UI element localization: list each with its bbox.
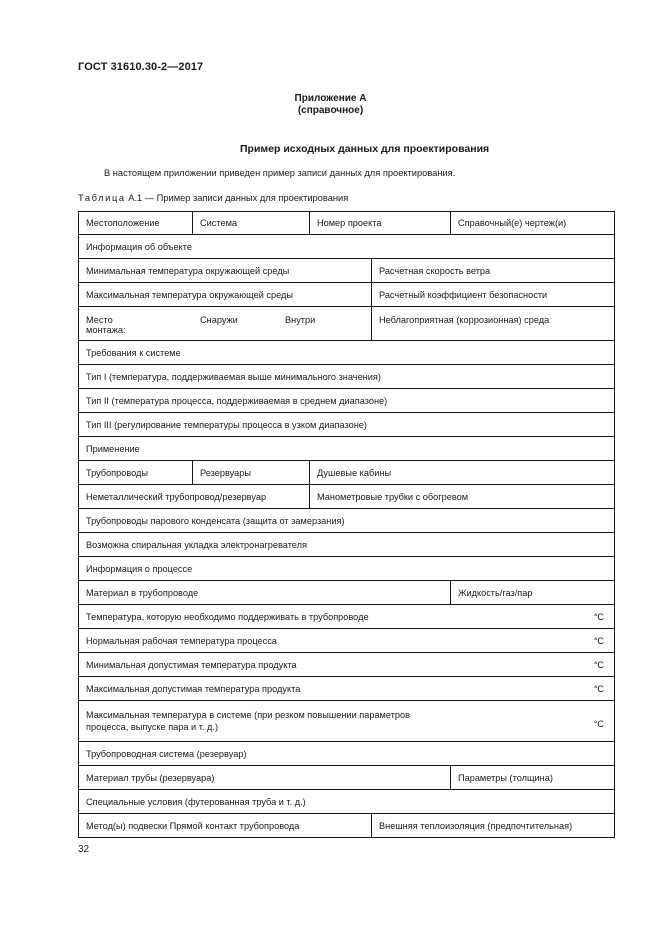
table-row	[78, 485, 615, 509]
table-row	[78, 557, 615, 581]
showers-cell: Душевые кабины	[309, 461, 614, 484]
spiral-laying-cell: Возможна спиральная укладка электронагревателя	[86, 539, 307, 550]
gauge-tubes-cell: Манометровые трубки с обогревом	[309, 485, 614, 508]
table-row	[78, 307, 615, 341]
table-row	[78, 259, 615, 283]
table-row	[78, 437, 615, 461]
document-code: ГОСТ 31610.30-2—2017	[78, 61, 204, 73]
table-row	[78, 509, 615, 533]
table-row	[78, 235, 615, 259]
table-row	[78, 677, 615, 701]
mounting-label-line1: Место	[86, 315, 113, 325]
object-info-heading: Информация об объекте	[86, 241, 192, 252]
phase-cell: Жидкость/газ/пар	[450, 581, 614, 604]
max-system-temp-line2: процесса, выпуске пара и т. д.)	[86, 722, 219, 732]
normal-temp-cell	[79, 629, 614, 652]
corrosive-env-cell: Неблагоприятная (коррозионная) среда	[371, 307, 614, 340]
max-product-temp-cell	[79, 677, 614, 700]
wind-speed-cell: Расчетная скорость ветра	[371, 259, 614, 282]
application-heading: Применение	[86, 443, 140, 454]
type-2-cell: Тип II (температура процесса, поддерживаемая в среднем диапазоне)	[86, 395, 388, 406]
insulation-cell: Внешняя теплоизоляция (предпочтительная)	[371, 814, 614, 837]
min-ambient-cell: Минимальная температура окружающей среды	[86, 265, 290, 276]
table-row	[78, 766, 615, 790]
max-product-temp-label: Максимальная допустимая температура продукта	[86, 683, 301, 694]
caption-text: А.1 — Пример записи данных для проектирования	[125, 193, 349, 203]
table-row	[78, 605, 615, 629]
design-data-table	[78, 211, 615, 838]
table-caption	[78, 193, 348, 203]
min-product-temp-cell	[79, 653, 614, 676]
safety-factor-cell: Расчетный коэффициент безопасности	[371, 283, 614, 306]
table-row	[78, 701, 615, 742]
maintain-temp-cell	[79, 605, 614, 628]
max-system-temp-cell	[79, 701, 614, 741]
table-row	[78, 581, 615, 605]
max-system-temp-line1: Максимальная температура в системе (при резком повышении параметров	[86, 710, 410, 720]
max-ambient-cell: Максимальная температура окружающей среды	[86, 289, 294, 300]
section-title: Пример исходных данных для проектирования	[240, 143, 490, 155]
table-row	[78, 341, 615, 365]
table-row	[78, 389, 615, 413]
thickness-cell: Параметры (толщина)	[450, 766, 614, 789]
suspension-method-cell: Метод(ы) подвески Прямой контакт трубопровода	[86, 820, 300, 831]
system-cell: Система	[192, 212, 309, 234]
normal-temp-label: Нормальная рабочая температура процесса	[86, 635, 277, 646]
location-cell: Местоположение	[86, 218, 160, 228]
table-row	[78, 461, 615, 485]
table-row	[78, 653, 615, 677]
type-1-cell: Тип I (температура, поддерживаемая выше минимального значения)	[86, 371, 381, 382]
mounting-inside-option: Внутри	[285, 315, 316, 325]
table-row	[78, 283, 615, 307]
steam-condensate-cell: Трубопроводы парового конденсата (защита от замерзания)	[86, 515, 345, 526]
table-row	[78, 533, 615, 557]
mounting-outside-option: Снаружи	[200, 315, 238, 325]
table-row	[78, 413, 615, 437]
unit-label: °C	[593, 683, 604, 694]
unit-label: °C	[593, 719, 604, 729]
tanks-cell: Резервуары	[192, 461, 309, 484]
table-row	[78, 365, 615, 389]
pipe-system-heading: Трубопроводная система (резервуар)	[86, 748, 247, 759]
annex-subtitle: (справочное)	[297, 105, 364, 116]
page-number: 32	[78, 844, 90, 855]
type-3-cell: Тип III (регулирование температуры процесса в узком диапазоне)	[86, 419, 367, 430]
mounting-label-line2: монтажа:	[86, 325, 126, 335]
mounting-location-cell	[79, 307, 371, 340]
special-conditions-cell: Специальные условия (футерованная труба и т. д.)	[86, 796, 306, 807]
project-number-cell: Номер проекта	[309, 212, 450, 234]
pipe-tank-material-cell: Материал трубы (резервуара)	[86, 772, 215, 783]
table-row	[78, 814, 615, 838]
annex-title: Приложение А	[294, 93, 367, 104]
min-product-temp-label: Минимальная допустимая температура продукта	[86, 659, 297, 670]
unit-label: °C	[593, 635, 604, 646]
nonmetal-pipe-cell: Неметаллический трубопровод/резервуар	[86, 491, 267, 502]
system-requirements-heading: Требования к системе	[86, 347, 181, 358]
caption-prefix: Таблица	[78, 193, 126, 203]
table-row	[78, 211, 615, 235]
maintain-temp-label: Температура, которую необходимо поддерживать в трубопроводе	[86, 611, 369, 622]
pipe-material-cell: Материал в трубопроводе	[86, 587, 199, 598]
process-info-heading: Информация о процессе	[86, 563, 193, 574]
unit-label: °C	[593, 611, 604, 622]
table-row	[78, 790, 615, 814]
intro-paragraph: В настоящем приложении приведен пример записи данных для проектирования.	[104, 168, 456, 178]
pipelines-cell: Трубопроводы	[86, 467, 149, 478]
table-row	[78, 742, 615, 766]
drawings-cell: Справочный(е) чертеж(и)	[450, 212, 614, 234]
unit-label: °C	[593, 659, 604, 670]
table-row	[78, 629, 615, 653]
